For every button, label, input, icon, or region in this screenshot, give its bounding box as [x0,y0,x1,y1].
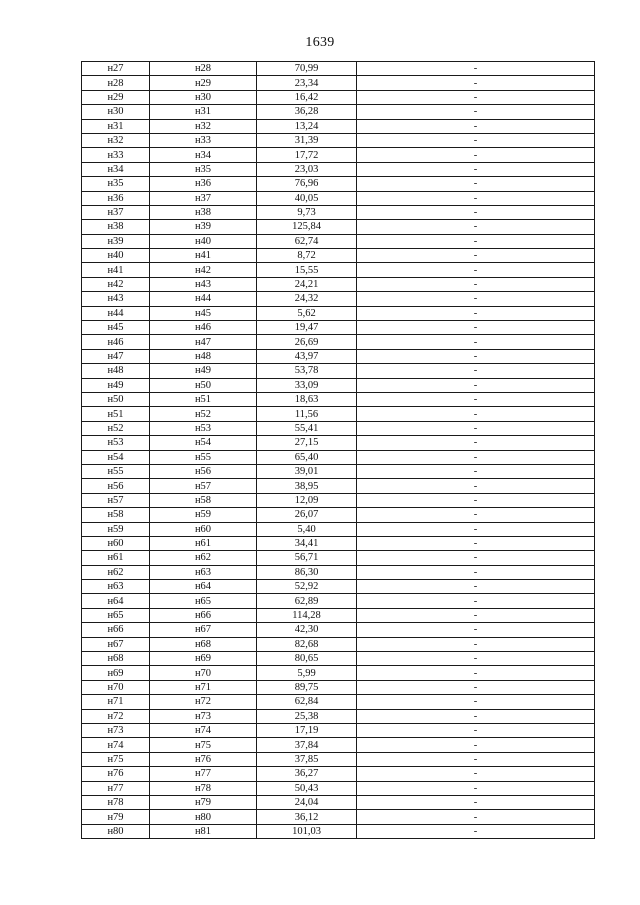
from-point-cell: н45 [82,321,150,335]
note-cell: - [357,105,595,119]
distance-cell: 11,56 [257,407,357,421]
distance-cell: 43,97 [257,349,357,363]
to-point-cell: н44 [150,292,257,306]
from-point-cell: н36 [82,191,150,205]
from-point-cell: н47 [82,349,150,363]
distance-cell: 24,21 [257,277,357,291]
to-point-cell: н30 [150,90,257,104]
table-row [82,752,595,766]
table-row [82,119,595,133]
to-point-cell: н37 [150,191,257,205]
from-point-cell: н29 [82,90,150,104]
from-point-cell: н60 [82,536,150,550]
note-cell: - [357,148,595,162]
distance-cell: 5,40 [257,522,357,536]
distance-cell: 101,03 [257,824,357,838]
from-point-cell: н31 [82,119,150,133]
from-point-cell: н30 [82,105,150,119]
to-point-cell: н75 [150,738,257,752]
table-row [82,407,595,421]
note-cell: - [357,177,595,191]
table-row [82,364,595,378]
table-row [82,580,595,594]
distance-cell: 65,40 [257,450,357,464]
distance-cell: 18,63 [257,392,357,406]
from-point-cell: н43 [82,292,150,306]
distance-cell: 19,47 [257,321,357,335]
table-row [82,177,595,191]
table-row [82,105,595,119]
to-point-cell: н78 [150,781,257,795]
boundary-table [81,61,595,839]
table-row [82,249,595,263]
distance-cell: 16,42 [257,90,357,104]
to-point-cell: н54 [150,436,257,450]
from-point-cell: н62 [82,565,150,579]
note-cell: - [357,795,595,809]
note-cell: - [357,767,595,781]
to-point-cell: н68 [150,637,257,651]
note-cell: - [357,263,595,277]
to-point-cell: н51 [150,392,257,406]
to-point-cell: н45 [150,306,257,320]
to-point-cell: н42 [150,263,257,277]
to-point-cell: н76 [150,752,257,766]
from-point-cell: н54 [82,450,150,464]
distance-cell: 36,27 [257,767,357,781]
table-row [82,810,595,824]
to-point-cell: н58 [150,493,257,507]
from-point-cell: н67 [82,637,150,651]
table-row [82,680,595,694]
table-row [82,335,595,349]
to-point-cell: н55 [150,450,257,464]
from-point-cell: н77 [82,781,150,795]
table-row [82,608,595,622]
distance-cell: 17,72 [257,148,357,162]
note-cell: - [357,752,595,766]
table-body [82,62,595,839]
note-cell: - [357,479,595,493]
from-point-cell: н28 [82,76,150,90]
table-row [82,392,595,406]
table-row [82,234,595,248]
distance-cell: 86,30 [257,565,357,579]
to-point-cell: н28 [150,62,257,76]
distance-cell: 23,34 [257,76,357,90]
table-row [82,76,595,90]
table-row [82,795,595,809]
table-row [82,723,595,737]
table-row [82,695,595,709]
distance-cell: 36,28 [257,105,357,119]
distance-cell: 12,09 [257,493,357,507]
distance-cell: 39,01 [257,464,357,478]
to-point-cell: н34 [150,148,257,162]
from-point-cell: н68 [82,652,150,666]
note-cell: - [357,277,595,291]
table-row [82,522,595,536]
to-point-cell: н50 [150,378,257,392]
distance-cell: 82,68 [257,637,357,651]
note-cell: - [357,349,595,363]
from-point-cell: н74 [82,738,150,752]
table-row [82,306,595,320]
to-point-cell: н64 [150,580,257,594]
note-cell: - [357,824,595,838]
distance-cell: 62,74 [257,234,357,248]
to-point-cell: н80 [150,810,257,824]
distance-cell: 26,07 [257,508,357,522]
note-cell: - [357,594,595,608]
distance-cell: 33,09 [257,378,357,392]
distance-cell: 27,15 [257,436,357,450]
note-cell: - [357,133,595,147]
distance-cell: 62,84 [257,695,357,709]
to-point-cell: н43 [150,277,257,291]
to-point-cell: н61 [150,536,257,550]
distance-cell: 76,96 [257,177,357,191]
distance-cell: 38,95 [257,479,357,493]
table-row [82,292,595,306]
from-point-cell: н35 [82,177,150,191]
distance-cell: 24,32 [257,292,357,306]
distance-cell: 17,19 [257,723,357,737]
to-point-cell: н46 [150,321,257,335]
from-point-cell: н46 [82,335,150,349]
table-row [82,666,595,680]
from-point-cell: н66 [82,623,150,637]
from-point-cell: н72 [82,709,150,723]
from-point-cell: н64 [82,594,150,608]
note-cell: - [357,623,595,637]
from-point-cell: н65 [82,608,150,622]
to-point-cell: н62 [150,551,257,565]
from-point-cell: н39 [82,234,150,248]
note-cell: - [357,335,595,349]
table-row [82,277,595,291]
note-cell: - [357,565,595,579]
table-row [82,263,595,277]
to-point-cell: н31 [150,105,257,119]
to-point-cell: н77 [150,767,257,781]
note-cell: - [357,421,595,435]
to-point-cell: н35 [150,162,257,176]
table-row [82,824,595,838]
note-cell: - [357,723,595,737]
table-row [82,565,595,579]
note-cell: - [357,695,595,709]
distance-cell: 5,62 [257,306,357,320]
from-point-cell: н42 [82,277,150,291]
note-cell: - [357,450,595,464]
distance-cell: 37,84 [257,738,357,752]
to-point-cell: н47 [150,335,257,349]
to-point-cell: н36 [150,177,257,191]
from-point-cell: н55 [82,464,150,478]
to-point-cell: н71 [150,680,257,694]
distance-cell: 25,38 [257,709,357,723]
note-cell: - [357,551,595,565]
table-row [82,162,595,176]
note-cell: - [357,292,595,306]
table-row [82,450,595,464]
table-row [82,594,595,608]
distance-cell: 55,41 [257,421,357,435]
to-point-cell: н73 [150,709,257,723]
from-point-cell: н48 [82,364,150,378]
from-point-cell: н27 [82,62,150,76]
from-point-cell: н57 [82,493,150,507]
distance-cell: 15,55 [257,263,357,277]
note-cell: - [357,306,595,320]
to-point-cell: н38 [150,205,257,219]
table-row [82,349,595,363]
to-point-cell: н39 [150,220,257,234]
to-point-cell: н65 [150,594,257,608]
from-point-cell: н76 [82,767,150,781]
to-point-cell: н41 [150,249,257,263]
from-point-cell: н56 [82,479,150,493]
note-cell: - [357,205,595,219]
to-point-cell: н33 [150,133,257,147]
table-row [82,479,595,493]
distance-cell: 53,78 [257,364,357,378]
table-row [82,709,595,723]
to-point-cell: н79 [150,795,257,809]
from-point-cell: н44 [82,306,150,320]
distance-cell: 36,12 [257,810,357,824]
note-cell: - [357,652,595,666]
note-cell: - [357,378,595,392]
distance-cell: 42,30 [257,623,357,637]
table-row [82,148,595,162]
table-row [82,321,595,335]
note-cell: - [357,464,595,478]
distance-cell: 56,71 [257,551,357,565]
from-point-cell: н79 [82,810,150,824]
distance-cell: 8,72 [257,249,357,263]
note-cell: - [357,508,595,522]
from-point-cell: н33 [82,148,150,162]
to-point-cell: н74 [150,723,257,737]
table-row [82,536,595,550]
to-point-cell: н60 [150,522,257,536]
distance-cell: 26,69 [257,335,357,349]
to-point-cell: н52 [150,407,257,421]
note-cell: - [357,738,595,752]
from-point-cell: н73 [82,723,150,737]
table-row [82,464,595,478]
note-cell: - [357,436,595,450]
distance-cell: 70,99 [257,62,357,76]
to-point-cell: н40 [150,234,257,248]
from-point-cell: н59 [82,522,150,536]
note-cell: - [357,608,595,622]
table-row [82,551,595,565]
distance-cell: 23,03 [257,162,357,176]
from-point-cell: н53 [82,436,150,450]
to-point-cell: н66 [150,608,257,622]
distance-cell: 9,73 [257,205,357,219]
table-row [82,205,595,219]
distance-cell: 13,24 [257,119,357,133]
from-point-cell: н38 [82,220,150,234]
note-cell: - [357,407,595,421]
note-cell: - [357,781,595,795]
to-point-cell: н53 [150,421,257,435]
table-row [82,191,595,205]
from-point-cell: н63 [82,580,150,594]
note-cell: - [357,522,595,536]
table-row [82,220,595,234]
note-cell: - [357,162,595,176]
table-row [82,781,595,795]
from-point-cell: н71 [82,695,150,709]
table-row [82,62,595,76]
from-point-cell: н75 [82,752,150,766]
note-cell: - [357,119,595,133]
distance-cell: 5,99 [257,666,357,680]
table-row [82,767,595,781]
to-point-cell: н69 [150,652,257,666]
table-row [82,738,595,752]
from-point-cell: н37 [82,205,150,219]
distance-cell: 34,41 [257,536,357,550]
from-point-cell: н58 [82,508,150,522]
to-point-cell: н72 [150,695,257,709]
note-cell: - [357,637,595,651]
table-row [82,637,595,651]
from-point-cell: н51 [82,407,150,421]
from-point-cell: н41 [82,263,150,277]
distance-cell: 40,05 [257,191,357,205]
to-point-cell: н81 [150,824,257,838]
note-cell: - [357,90,595,104]
distance-cell: 31,39 [257,133,357,147]
from-point-cell: н69 [82,666,150,680]
distance-cell: 24,04 [257,795,357,809]
table-row [82,90,595,104]
to-point-cell: н63 [150,565,257,579]
note-cell: - [357,536,595,550]
from-point-cell: н80 [82,824,150,838]
from-point-cell: н50 [82,392,150,406]
to-point-cell: н67 [150,623,257,637]
to-point-cell: н70 [150,666,257,680]
to-point-cell: н59 [150,508,257,522]
table-row [82,436,595,450]
note-cell: - [357,709,595,723]
to-point-cell: н29 [150,76,257,90]
to-point-cell: н57 [150,479,257,493]
note-cell: - [357,493,595,507]
table-row [82,508,595,522]
distance-cell: 62,89 [257,594,357,608]
table-row [82,378,595,392]
to-point-cell: н56 [150,464,257,478]
from-point-cell: н52 [82,421,150,435]
note-cell: - [357,680,595,694]
table-row [82,421,595,435]
note-cell: - [357,580,595,594]
table-row [82,652,595,666]
from-point-cell: н32 [82,133,150,147]
from-point-cell: н34 [82,162,150,176]
note-cell: - [357,249,595,263]
distance-cell: 114,28 [257,608,357,622]
to-point-cell: н49 [150,364,257,378]
table-row [82,623,595,637]
distance-cell: 125,84 [257,220,357,234]
table-row [82,133,595,147]
from-point-cell: н49 [82,378,150,392]
note-cell: - [357,321,595,335]
to-point-cell: н32 [150,119,257,133]
note-cell: - [357,234,595,248]
note-cell: - [357,364,595,378]
note-cell: - [357,810,595,824]
distance-cell: 89,75 [257,680,357,694]
from-point-cell: н78 [82,795,150,809]
from-point-cell: н61 [82,551,150,565]
from-point-cell: н40 [82,249,150,263]
table-row [82,493,595,507]
distance-cell: 52,92 [257,580,357,594]
to-point-cell: н48 [150,349,257,363]
note-cell: - [357,62,595,76]
from-point-cell: н70 [82,680,150,694]
distance-cell: 80,65 [257,652,357,666]
note-cell: - [357,191,595,205]
distance-cell: 37,85 [257,752,357,766]
note-cell: - [357,220,595,234]
distance-cell: 50,43 [257,781,357,795]
page-number: 1639 [305,35,335,50]
note-cell: - [357,392,595,406]
note-cell: - [357,666,595,680]
note-cell: - [357,76,595,90]
